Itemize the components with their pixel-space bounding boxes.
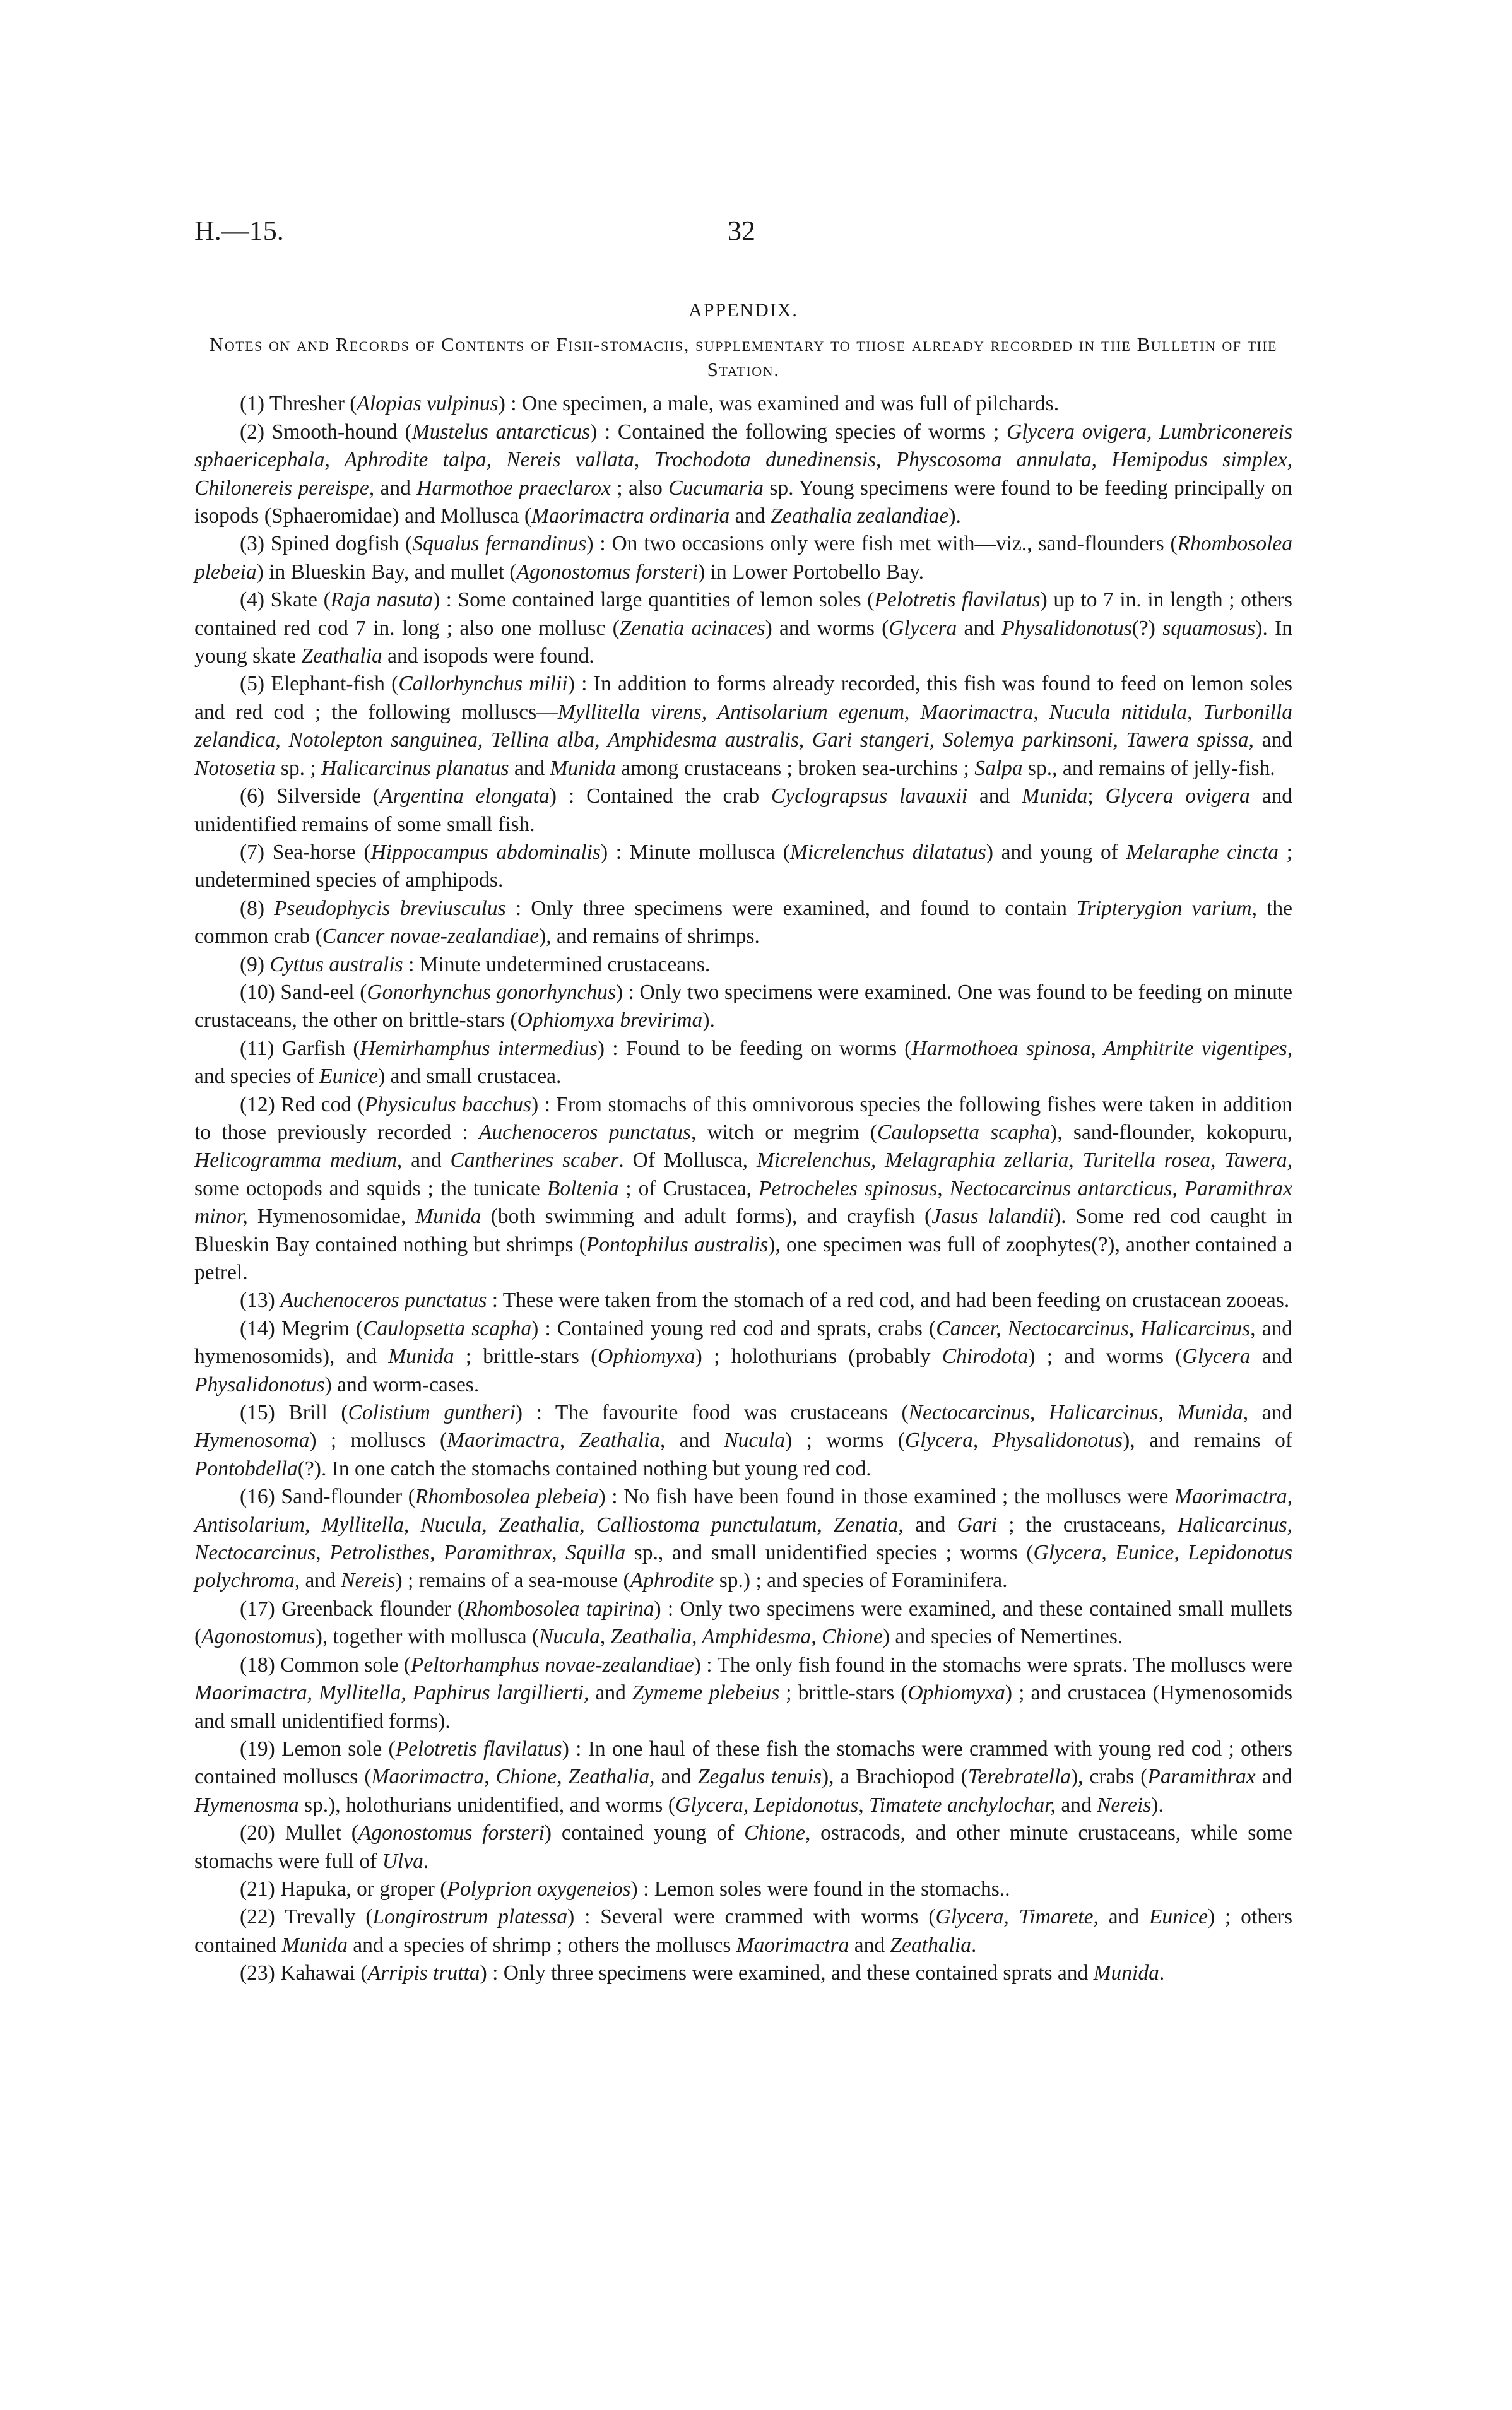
page-number: 32 [728, 215, 755, 246]
entry-paragraph: (4) Skate (Raja nasuta) : Some contained large quantities of lemon soles (Pelotretis flavilatus) up to 7 in. in length ; others contained red cod 7 in. long ; also one mollusc (Zenatia acinaces) and worms (Glycera and Physalidonotus(?) squamosus). In young skate Zeathalia and isopods were found. [194, 588, 1293, 668]
entry-paragraph: (11) Garfish (Hemirhamphus intermedius) : Found to be feeding on worms (Harmothoea spinosa, Amphitrite vigentipes, and species of Eunice) and small crustacea. [194, 1036, 1292, 1089]
entry-paragraph: (7) Sea-horse (Hippocampus abdominalis) : Minute mollusca (Micrelenchus dilatatus) and young of Melaraphe cincta ; undetermined species of amphipods. [194, 840, 1293, 892]
page-body [194, 297, 1292, 1988]
entry-paragraph: (5) Elephant-fish (Callorhynchus milii) : In addition to forms already recorded, this fish was found to feed on lemon soles and red cod ; the following molluscs—Myllitella virens, Antisolarium egenum, Maorimactra, Nucula nitidula, Turbonilla zelandica, Notolepton sanguinea, Tellina alba, Amphidesma australis, Gari stangeri, Solemya parkinsoni, Tawera spissa, and Notosetia sp. ; Halicarcinus planatus and Munida among crustaceans ; broken sea-urchins ; Salpa sp., and remains of jelly-fish. [194, 672, 1292, 780]
entry-paragraph: (20) Mullet (Agonostomus forsteri) contained young of Chione, ostracods, and other minute crustaceans, while some stomachs were full of Ulva. [194, 1821, 1292, 1873]
entry-paragraph: (22) Trevally (Longirostrum platessa) : Several were crammed with worms (Glycera, Timarete, and Eunice) ; others contained Munida and a species of shrimp ; others the molluscs Maorimactra and Zeathalia. [194, 1905, 1293, 1957]
appendix-subtitle: Notes on and Records of Contents of Fish-stomachs, supplementary to those already recorded in the Bulletin of the Station. [209, 333, 1277, 381]
entry-paragraph: (8) Pseudophycis breviusculus : Only three specimens were examined, and found to contain Tripterygion varium, the common crab (Cancer novae-zealandiae), and remains of shrimps. [194, 896, 1293, 948]
page-header [194, 215, 1292, 252]
entry-paragraph: (12) Red cod (Physiculus bacchus) : From stomachs of this omnivorous species the following fishes were taken in addition to those previously recorded : Auchenoceros punctatus, witch or megrim (Caulopsetta scapha), sand-flounder, kokopuru, Helicogramma medium, and Cantherines scaber. Of Mollusca, Micrelenchus, Melagraphia zellaria, Turitella rosea, Tawera, some octopods and squids ; the tunicate Boltenia ; of Crustacea, Petrocheles spinosus, Nectocarcinus antarcticus, Paramithrax minor, Hymenosomidae, Munida (both swimming and adult forms), and crayfish (Jasus lalandii). Some red cod caught in Blueskin Bay contained nothing but shrimps (Pontophilus australis), one specimen was full of zoophytes(?), another contained a petrel. [194, 1092, 1293, 1284]
entry-paragraph: (1) Thresher (Alopias vulpinus) : One specimen, a male, was examined and was full of pilchards. [240, 392, 1060, 416]
entry-paragraph: (21) Hapuka, or groper (Polyprion oxygeneios) : Lemon soles were found in the stomachs.. [240, 1877, 1010, 1901]
entry-paragraph: (2) Smooth-hound (Mustelus antarcticus) : Contained the following species of worms ; Glycera ovigera, Lumbriconereis sphaericephala, Aphrodite talpa, Nereis vallata, Trochodota dunedinensis, Physcosoma annulata, Hemipodus simplex, Chilonereis pereispe, and Harmothoe praeclarox ; also Cucumaria sp. Young specimens were found to be feeding principally on isopods (Sphaeromidae) and Mollusca (Maorimactra ordinaria and Zeathalia zealandiae). [194, 420, 1292, 528]
entry-paragraph: (19) Lemon sole (Pelotretis flavilatus) : In one haul of these fish the stomachs were crammed with young red cod ; others contained molluscs (Maorimactra, Chione, Zeathalia, and Zegalus tenuis), a Brachiopod (Terebratella), crabs (Paramithrax and Hymenosma sp.), holothurians unidentified, and worms (Glycera, Lepidonotus, Timatete anchylochar, and Nereis). [194, 1737, 1292, 1817]
entry-paragraph: (14) Megrim (Caulopsetta scapha) : Contained young red cod and sprats, crabs (Cancer, Nectocarcinus, Halicarcinus, and hymenosomids), and Munida ; brittle-stars (Ophiomyxa) ; holothurians (probably Chirodota) ; and worms (Glycera and Physalidonotus) and worm-cases. [194, 1316, 1293, 1397]
entry-paragraph: (13) Auchenoceros punctatus : These were taken from the stomach of a red cod, and had been feeding on crustacean zooeas. [240, 1289, 1290, 1313]
appendix-title: APPENDIX. [688, 300, 798, 321]
entries-list [194, 390, 1292, 1987]
entry-paragraph: (6) Silverside (Argentina elongata) : Contained the crab Cyclograpsus lavauxii and Munida; Glycera ovigera and unidentified remains of some small fish. [194, 784, 1292, 836]
entry-paragraph: (3) Spined dogfish (Squalus fernandinus) : On two occasions only were fish met with—viz., sand-flounders (Rhombosolea plebeia) in Blueskin Bay, and mullet (Agonostomus forsteri) in Lower Portobello Bay. [194, 532, 1292, 584]
entry-paragraph: (16) Sand-flounder (Rhombosolea plebeia) : No fish have been found in those examined ; the molluscs were Maorimactra, Antisolarium, Myllitella, Nucula, Zeathalia, Calliostoma punctulatum, Zenatia, and Gari ; the crustaceans, Halicarcinus, Nectocarcinus, Petrolisthes, Paramithrax, Squilla sp., and small unidentified species ; worms (Glycera, Eunice, Lepidonotus polychroma, and Nereis) ; remains of a sea-mouse (Aphrodite sp.) ; and species of Foraminifera. [194, 1485, 1292, 1593]
report-reference: H.—15. [194, 215, 284, 246]
entry-paragraph: (18) Common sole (Peltorhamphus novae-zealandiae) : The only fish found in the stomachs were sprats. The molluscs were Maorimactra, Myllitella, Paphirus largillierti, and Zymeme plebeius ; brittle-stars (Ophiomyxa) ; and crustacea (Hymenosomids and small unidentified forms). [194, 1653, 1293, 1733]
entry-paragraph: (23) Kahawai (Arripis trutta) : Only three specimens were examined, and these contained sprats and Munida. [240, 1961, 1165, 1985]
entry-paragraph: (9) Cyttus australis : Minute undetermined crustaceans. [240, 952, 711, 976]
entry-paragraph: (15) Brill (Colistium guntheri) : The favourite food was crustaceans (Nectocarcinus, Halicarcinus, Munida, and Hymenosoma) ; molluscs (Maorimactra, Zeathalia, and Nucula) ; worms (Glycera, Physalidonotus), and remains of Pontobdella(?). In one catch the stomachs contained nothing but young red cod. [194, 1401, 1293, 1480]
entry-paragraph: (17) Greenback flounder (Rhombosolea tapirina) : Only two specimens were examined, and these contained small mullets (Agonostomus), together with mollusca (Nucula, Zeathalia, Amphidesma, Chione) and species of Nemertines. [194, 1597, 1293, 1649]
entry-paragraph: (10) Sand-eel (Gonorhynchus gonorhynchus) : Only two specimens were examined. One was found to be feeding on minute crustaceans, the other on brittle-stars (Ophiomyxa brevirima). [194, 980, 1293, 1032]
